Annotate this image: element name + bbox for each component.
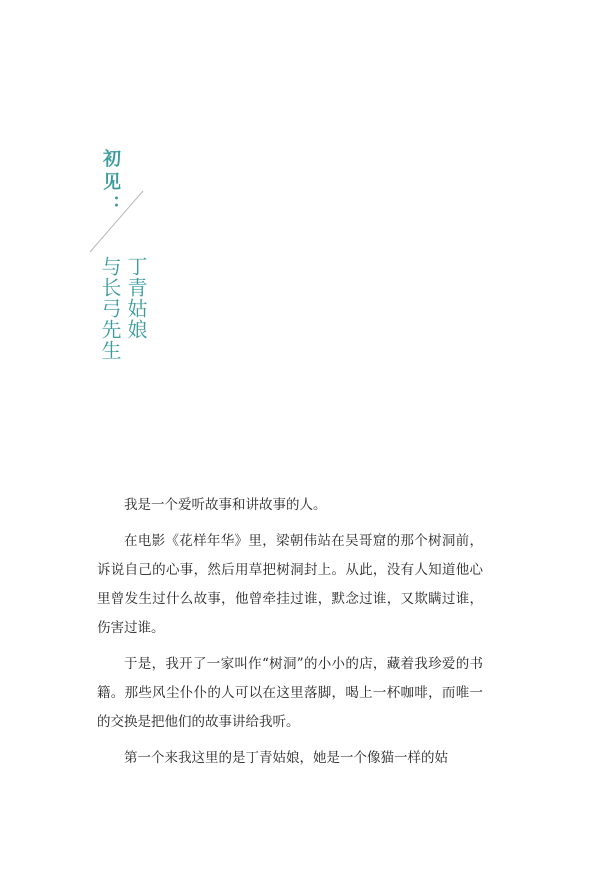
title-names-line-2: 与长弓先生 <box>98 256 122 361</box>
paragraph-3: 于是，我开了一家叫作“树洞”的小小的店，藏着我珍爱的书籍。那些风尘仆仆的人可以在这里落脚，喝上一杯咖啡，而唯一的交换是把他们的故事讲给我听。 <box>97 656 483 730</box>
paragraph-4: 第一个来我这里的是丁青姑娘，她是一个像猫一样的姑 <box>124 750 448 766</box>
paragraph-2: 在电影《花样年华》里，梁朝伟站在吴哥窟的那个树洞前，诉说自己的心事，然后用草把树洞封上。从此，没有人知道他心里曾发生过什么故事，他曾牵挂过谁，默念过谁，又欺瞒过谁，伤害过谁。 <box>97 533 483 636</box>
paragraph-1: 我是一个爱听故事和讲故事的人。 <box>124 497 327 513</box>
body-text <box>97 491 483 780</box>
chapter-title: 初见： <box>100 149 121 218</box>
title-names-line-1: 丁青姑娘 <box>124 256 148 340</box>
